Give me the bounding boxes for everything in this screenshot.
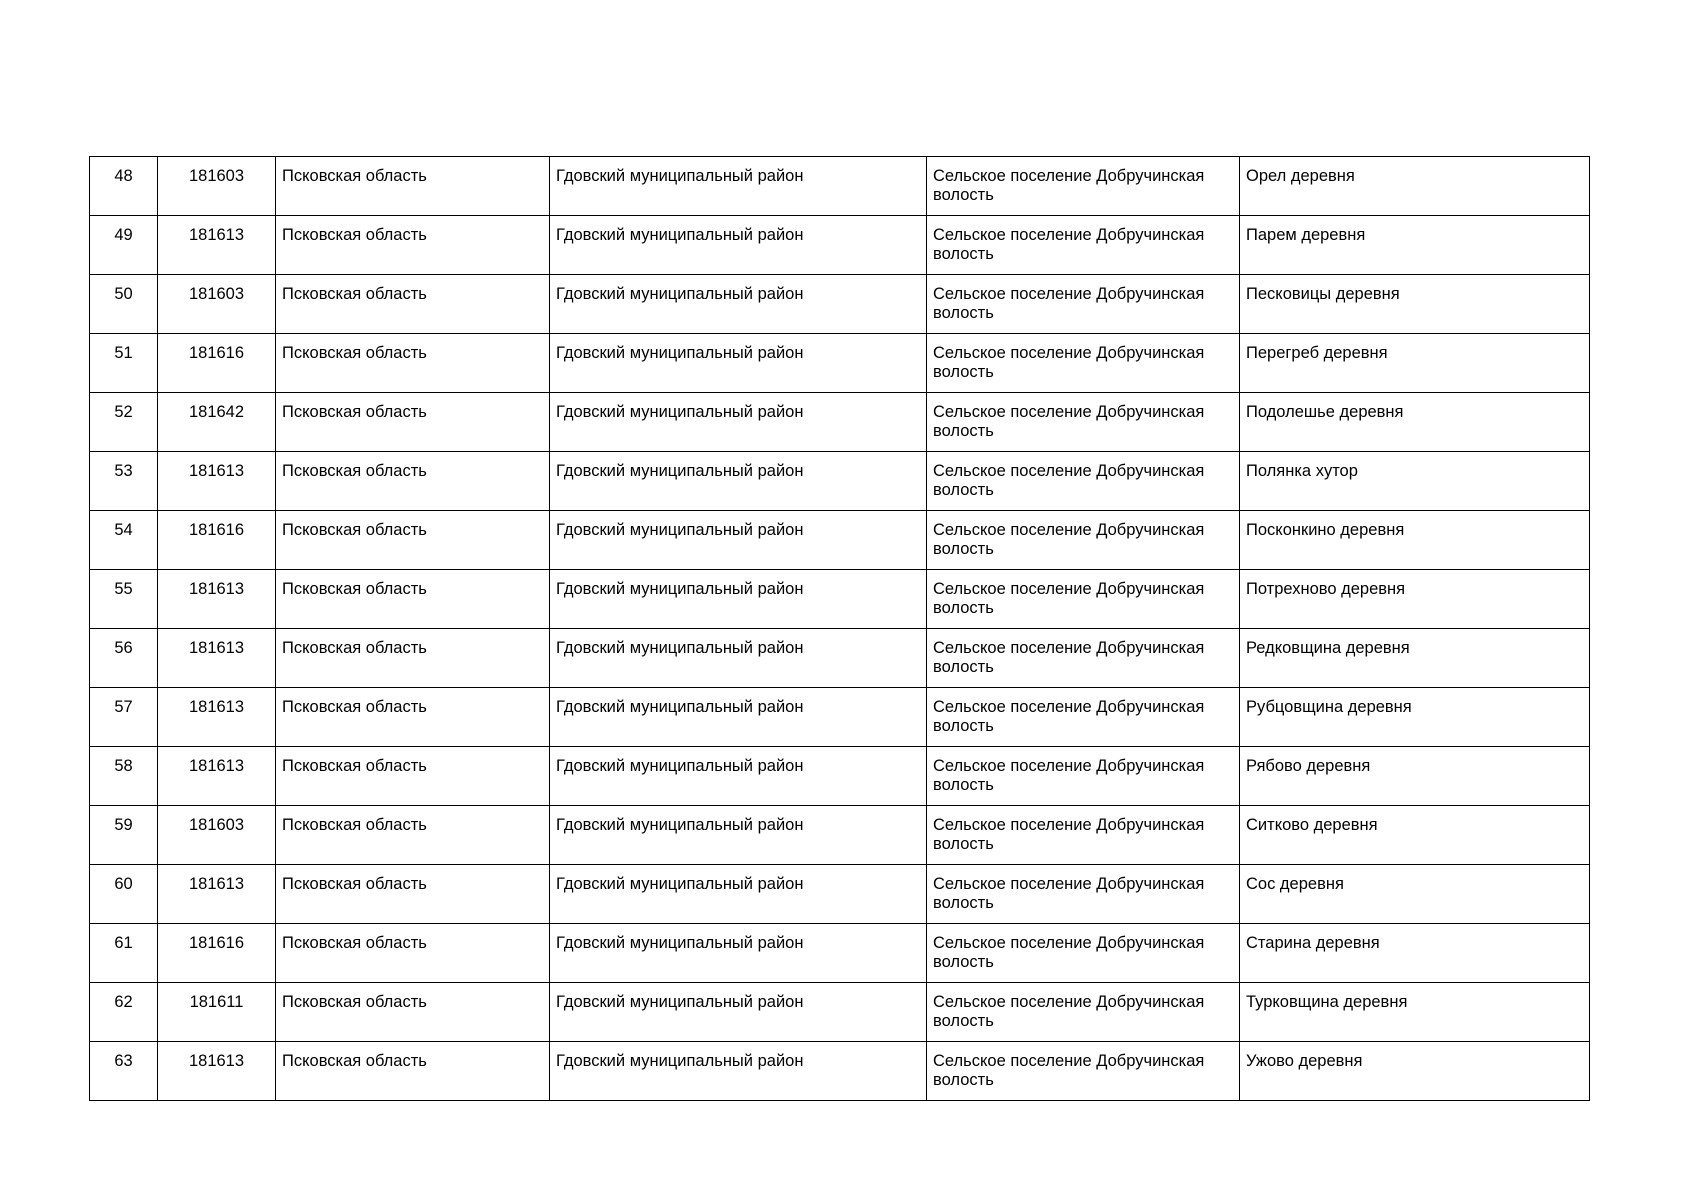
postal-index-cell: 181616: [158, 334, 276, 393]
address-register-table: [89, 156, 1590, 1101]
region-cell: Псковская область: [276, 275, 550, 334]
table-row: [90, 570, 1590, 629]
settlement-cell: Сельское поселение Добручинская волость: [927, 275, 1240, 334]
postal-index-cell: 181616: [158, 511, 276, 570]
settlement-cell: Сельское поселение Добручинская волость: [927, 570, 1240, 629]
table-row: [90, 393, 1590, 452]
settlement-cell: Сельское поселение Добручинская волость: [927, 157, 1240, 216]
postal-index-cell: 181613: [158, 1042, 276, 1101]
locality-cell: Орел деревня: [1240, 157, 1590, 216]
settlement-cell: Сельское поселение Добручинская волость: [927, 806, 1240, 865]
table-row: [90, 275, 1590, 334]
postal-index-cell: 181613: [158, 629, 276, 688]
settlement-cell: Сельское поселение Добручинская волость: [927, 216, 1240, 275]
district-cell: Гдовский муниципальный район: [550, 688, 927, 747]
locality-cell: Перегреб деревня: [1240, 334, 1590, 393]
locality-cell: Редковщина деревня: [1240, 629, 1590, 688]
table-body: [90, 157, 1590, 1101]
district-cell: Гдовский муниципальный район: [550, 452, 927, 511]
region-cell: Псковская область: [276, 157, 550, 216]
district-cell: Гдовский муниципальный район: [550, 747, 927, 806]
row-number-cell: 50: [90, 275, 158, 334]
region-cell: Псковская область: [276, 452, 550, 511]
region-cell: Псковская область: [276, 511, 550, 570]
postal-index-cell: 181616: [158, 924, 276, 983]
row-number-cell: 61: [90, 924, 158, 983]
locality-cell: Сос деревня: [1240, 865, 1590, 924]
postal-index-cell: 181613: [158, 688, 276, 747]
table-row: [90, 452, 1590, 511]
table-row: [90, 334, 1590, 393]
locality-cell: Рубцовщина деревня: [1240, 688, 1590, 747]
row-number-cell: 57: [90, 688, 158, 747]
row-number-cell: 63: [90, 1042, 158, 1101]
row-number-cell: 60: [90, 865, 158, 924]
settlement-cell: Сельское поселение Добручинская волость: [927, 865, 1240, 924]
row-number-cell: 58: [90, 747, 158, 806]
locality-cell: Песковицы деревня: [1240, 275, 1590, 334]
row-number-cell: 48: [90, 157, 158, 216]
region-cell: Псковская область: [276, 393, 550, 452]
table-row: [90, 865, 1590, 924]
locality-cell: Подолешье деревня: [1240, 393, 1590, 452]
table-row: [90, 747, 1590, 806]
postal-index-cell: 181603: [158, 157, 276, 216]
settlement-cell: Сельское поселение Добручинская волость: [927, 688, 1240, 747]
region-cell: Псковская область: [276, 806, 550, 865]
locality-cell: Турковщина деревня: [1240, 983, 1590, 1042]
district-cell: Гдовский муниципальный район: [550, 983, 927, 1042]
postal-index-cell: 181603: [158, 806, 276, 865]
postal-index-cell: 181613: [158, 452, 276, 511]
row-number-cell: 49: [90, 216, 158, 275]
table-row: [90, 629, 1590, 688]
district-cell: Гдовский муниципальный район: [550, 157, 927, 216]
postal-index-cell: 181613: [158, 747, 276, 806]
settlement-cell: Сельское поселение Добручинская волость: [927, 511, 1240, 570]
region-cell: Псковская область: [276, 1042, 550, 1101]
settlement-cell: Сельское поселение Добручинская волость: [927, 1042, 1240, 1101]
region-cell: Псковская область: [276, 865, 550, 924]
locality-cell: Потрехново деревня: [1240, 570, 1590, 629]
locality-cell: Парем деревня: [1240, 216, 1590, 275]
district-cell: Гдовский муниципальный район: [550, 629, 927, 688]
row-number-cell: 52: [90, 393, 158, 452]
settlement-cell: Сельское поселение Добручинская волость: [927, 393, 1240, 452]
postal-index-cell: 181642: [158, 393, 276, 452]
district-cell: Гдовский муниципальный район: [550, 334, 927, 393]
locality-cell: Полянка хутор: [1240, 452, 1590, 511]
postal-index-cell: 181613: [158, 865, 276, 924]
region-cell: Псковская область: [276, 747, 550, 806]
district-cell: Гдовский муниципальный район: [550, 924, 927, 983]
region-cell: Псковская область: [276, 216, 550, 275]
district-cell: Гдовский муниципальный район: [550, 393, 927, 452]
settlement-cell: Сельское поселение Добручинская волость: [927, 334, 1240, 393]
locality-cell: Ужово деревня: [1240, 1042, 1590, 1101]
district-cell: Гдовский муниципальный район: [550, 806, 927, 865]
district-cell: Гдовский муниципальный район: [550, 570, 927, 629]
region-cell: Псковская область: [276, 924, 550, 983]
district-cell: Гдовский муниципальный район: [550, 865, 927, 924]
row-number-cell: 59: [90, 806, 158, 865]
locality-cell: Старина деревня: [1240, 924, 1590, 983]
postal-index-cell: 181611: [158, 983, 276, 1042]
table-row: [90, 216, 1590, 275]
table-row: [90, 688, 1590, 747]
row-number-cell: 51: [90, 334, 158, 393]
table-row: [90, 1042, 1590, 1101]
table-row: [90, 924, 1590, 983]
settlement-cell: Сельское поселение Добручинская волость: [927, 924, 1240, 983]
settlement-cell: Сельское поселение Добручинская волость: [927, 747, 1240, 806]
row-number-cell: 56: [90, 629, 158, 688]
table-row: [90, 511, 1590, 570]
region-cell: Псковская область: [276, 983, 550, 1042]
region-cell: Псковская область: [276, 688, 550, 747]
settlement-cell: Сельское поселение Добручинская волость: [927, 452, 1240, 511]
locality-cell: Рябово деревня: [1240, 747, 1590, 806]
postal-index-cell: 181603: [158, 275, 276, 334]
district-cell: Гдовский муниципальный район: [550, 216, 927, 275]
locality-cell: Посконкино деревня: [1240, 511, 1590, 570]
table-row: [90, 983, 1590, 1042]
row-number-cell: 54: [90, 511, 158, 570]
region-cell: Псковская область: [276, 629, 550, 688]
table-row: [90, 157, 1590, 216]
settlement-cell: Сельское поселение Добручинская волость: [927, 629, 1240, 688]
row-number-cell: 55: [90, 570, 158, 629]
district-cell: Гдовский муниципальный район: [550, 1042, 927, 1101]
postal-index-cell: 181613: [158, 216, 276, 275]
district-cell: Гдовский муниципальный район: [550, 511, 927, 570]
table-row: [90, 806, 1590, 865]
region-cell: Псковская область: [276, 570, 550, 629]
settlement-cell: Сельское поселение Добручинская волость: [927, 983, 1240, 1042]
postal-index-cell: 181613: [158, 570, 276, 629]
region-cell: Псковская область: [276, 334, 550, 393]
row-number-cell: 53: [90, 452, 158, 511]
locality-cell: Ситково деревня: [1240, 806, 1590, 865]
row-number-cell: 62: [90, 983, 158, 1042]
district-cell: Гдовский муниципальный район: [550, 275, 927, 334]
